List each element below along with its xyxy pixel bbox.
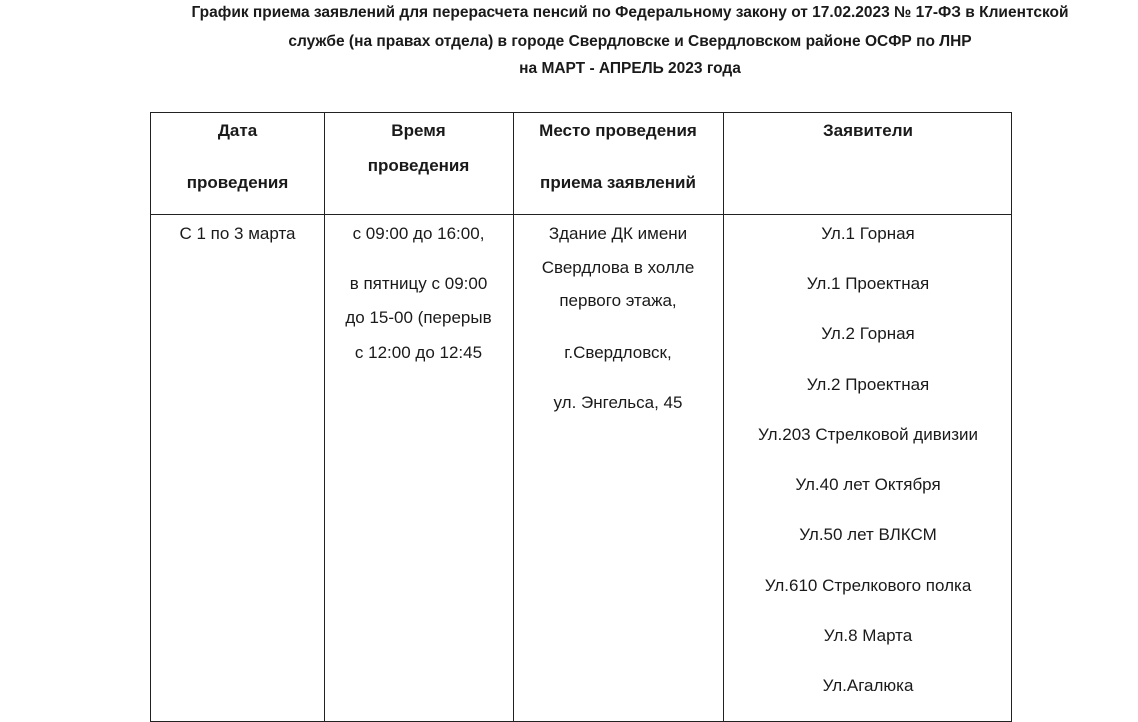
row-time-line-1: с 09:00 до 16:00, — [352, 224, 485, 243]
applicant-street: Ул.610 Стрелкового полка — [764, 576, 972, 595]
row-place-line-1: Здание ДК имени — [548, 224, 688, 243]
applicant-street: Ул.40 лет Октября — [795, 475, 941, 494]
header-date-line-2: проведения — [186, 173, 289, 192]
header-time-line-1: Время — [391, 121, 446, 140]
header-date-line-1: Дата — [217, 121, 258, 140]
row-place-line-2: Свердлова в холле — [541, 258, 695, 277]
header-place-line-1: Место проведения — [539, 121, 697, 140]
row-place-line-5: ул. Энгельса, 45 — [553, 393, 683, 412]
applicant-street: Ул.50 лет ВЛКСМ — [799, 525, 937, 544]
applicant-street: Ул.Агалюка — [822, 676, 914, 695]
row-place-line-3: первого этажа, — [559, 291, 677, 310]
schedule-table — [150, 112, 1012, 722]
applicant-street: Ул.2 Проектная — [806, 375, 930, 394]
applicant-street: Ул.203 Стрелковой дивизии — [757, 425, 979, 444]
applicant-street: Ул.8 Марта — [823, 626, 913, 645]
applicant-street: Ул.1 Проектная — [806, 274, 930, 293]
row-time-line-3: до 15-00 (перерыв — [345, 308, 492, 327]
applicant-street: Ул.2 Горная — [821, 324, 915, 343]
header-time-line-2: проведения — [367, 156, 470, 175]
header-applicants: Заявители — [823, 121, 913, 140]
title-line-3: на МАРТ - АПРЕЛЬ 2023 года — [519, 60, 741, 77]
row-date: С 1 по 3 марта — [179, 224, 296, 243]
row-time-line-2: в пятницу с 09:00 — [349, 274, 488, 293]
row-time-line-4: с 12:00 до 12:45 — [354, 343, 483, 362]
header-divider — [151, 214, 1011, 215]
applicant-street: Ул.1 Горная — [821, 224, 915, 243]
header-place-line-2: приема заявлений — [540, 173, 696, 192]
title-line-1: График приема заявлений для перерасчета пенсий по Федеральному закону от 17.02.2023 № 17-ФЗ в Клиентской — [191, 4, 1069, 21]
column-divider — [513, 113, 514, 721]
title-line-2: службе (на правах отдела) в городе Свердловске и Свердловском районе ОСФР по ЛНР — [288, 33, 972, 50]
column-divider — [324, 113, 325, 721]
row-place-line-4: г.Свердловск, — [564, 343, 672, 362]
